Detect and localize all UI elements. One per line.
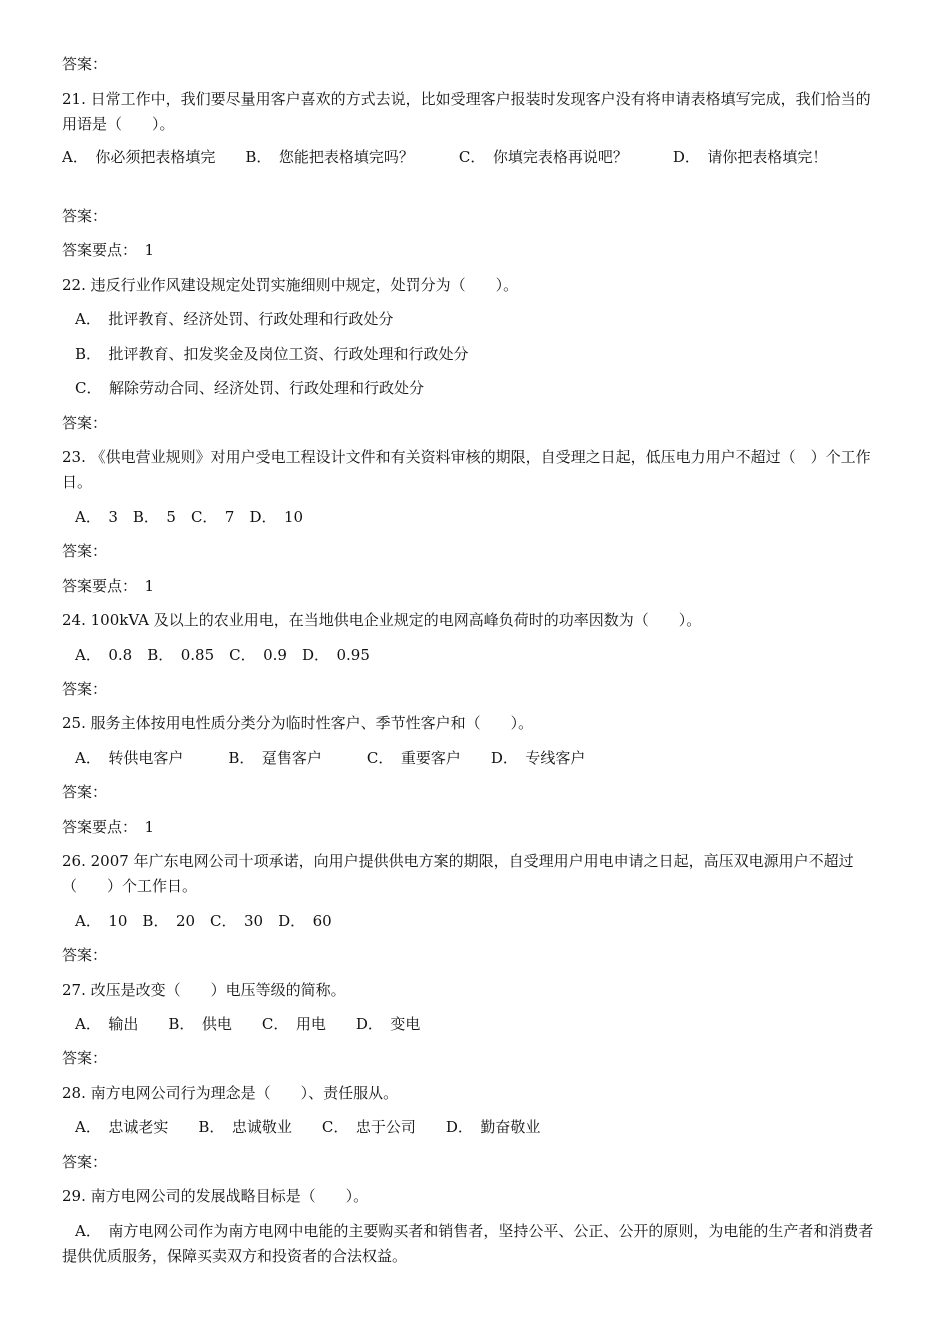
answer-label: 答案：: [62, 542, 108, 560]
answer-label: 答案：: [62, 1049, 108, 1067]
question-24: 24. 100kVA 及以上的农业用电，在当地供电企业规定的电网高峰负荷时的功率因数为（ ）。: [62, 611, 702, 629]
question-27-options: A． 输出 B． 供电 C． 用电 D． 变电: [75, 1015, 421, 1033]
question-27: 27. 改压是改变（ ）电压等级的简称。: [62, 981, 346, 999]
question-22-option-c: C． 解除劳动合同、经济处罚、行政处理和行政处分: [75, 379, 424, 397]
answer-key-points: 答案要点： 1: [62, 577, 155, 595]
question-29-option-a: A． 南方电网公司作为南方电网中电能的主要购买者和销售者，坚持公平、公正、公开的原则，为电能的生产者和消费者提供优质服务，保障买卖双方和投资者的合法权益。: [62, 1222, 874, 1265]
answer-label: 答案：: [62, 1153, 108, 1171]
question-23-options: A． 3 B． 5 C． 7 D． 10: [75, 508, 304, 526]
answer-label: 答案：: [62, 55, 108, 73]
question-22-option-a: A． 批评教育、经济处罚、行政处理和行政处分: [75, 310, 394, 328]
question-26: 26. 2007 年广东电网公司十项承诺，向用户提供供电方案的期限，自受理用户用电申请之日起，高压双电源用户不超过（ ）个工作日。: [62, 852, 854, 895]
question-21-options: A． 你必须把表格填完 B． 您能把表格填完吗？ C． 你填完表格再说吧？ D． 请你把表格填完！: [62, 148, 828, 166]
answer-key-points: 答案要点： 1: [62, 241, 155, 259]
question-22-option-b: B． 批评教育、扣发奖金及岗位工资、行政处理和行政处分: [75, 345, 469, 363]
question-24-options: A． 0.8 B． 0.85 C． 0.9 D． 0.95: [75, 646, 370, 664]
question-22: 22. 违反行业作风建设规定处罚实施细则中规定，处罚分为（ ）。: [62, 276, 519, 294]
answer-label: 答案：: [62, 946, 108, 964]
question-21: 21. 日常工作中，我们要尽量用客户喜欢的方式去说，比如受理客户报装时发现客户没有将申请表格填写完成，我们恰当的用语是（ ）。: [62, 90, 871, 133]
answer-label: 答案：: [62, 414, 108, 432]
answer-label: 答案：: [62, 783, 108, 801]
answer-key-points: 答案要点： 1: [62, 818, 155, 836]
question-28-options: A． 忠诚老实 B． 忠诚敬业 C． 忠于公司 D． 勤奋敬业: [75, 1118, 541, 1136]
question-28: 28. 南方电网公司行为理念是（ ）、责任服从。: [62, 1084, 399, 1102]
question-25: 25. 服务主体按用电性质分类分为临时性客户、季节性客户和（ ）。: [62, 714, 534, 732]
question-25-options: A． 转供电客户 B． 趸售客户 C． 重要客户 D． 专线客户: [75, 749, 586, 767]
answer-label: 答案：: [62, 207, 108, 225]
question-26-options: A． 10 B． 20 C． 30 D． 60: [75, 912, 332, 930]
question-23: 23. 《供电营业规则》对用户受电工程设计文件和有关资料审核的期限，自受理之日起，低压电力用户不超过（ ）个工作日。: [62, 448, 871, 491]
answer-label: 答案：: [62, 680, 108, 698]
question-29: 29. 南方电网公司的发展战略目标是（ ）。: [62, 1187, 369, 1205]
